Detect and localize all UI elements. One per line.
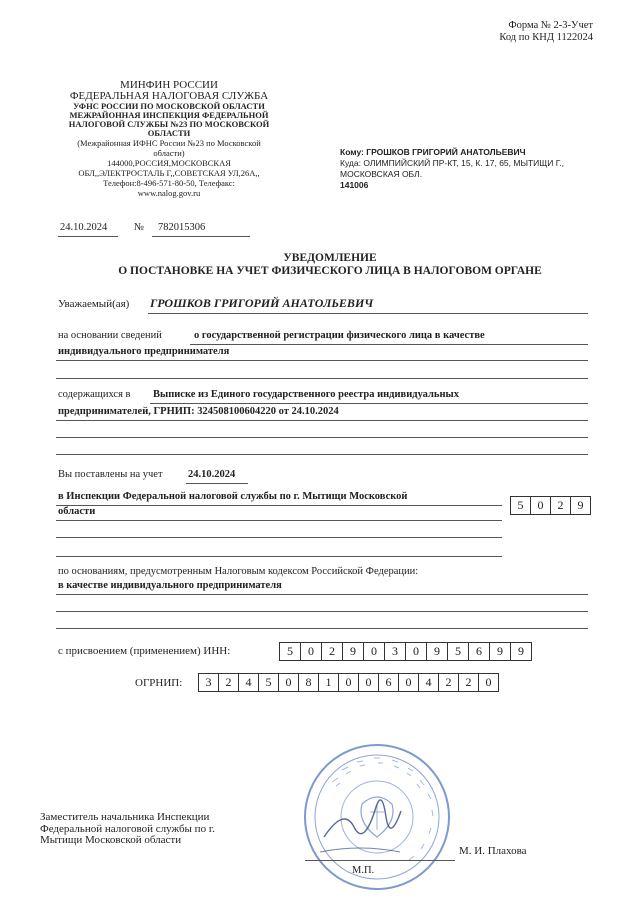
inn-digit: 5 xyxy=(279,642,301,661)
code-digit: 5 xyxy=(510,496,531,515)
inn-digit: 9 xyxy=(426,642,448,661)
signer-position-3: Мытищи Московской области xyxy=(40,834,182,846)
ogrnip-label: ОГРНИП: xyxy=(135,677,183,689)
ogrnip-digit: 1 xyxy=(318,673,339,692)
inn-digit: 3 xyxy=(384,642,406,661)
inn-label: с присвоением (применением) ИНН: xyxy=(58,645,231,657)
basis-value-2: индивидуального предпринимателя xyxy=(58,346,230,357)
contained-value-1: Выписке из Единого государственного реестра индивидуальных xyxy=(153,389,459,400)
code-digit: 0 xyxy=(530,496,551,515)
sender-ufns: УФНС РОССИИ ПО МОСКОВСКОЙ ОБЛАСТИ xyxy=(73,101,265,111)
recipient-to-label: Кому: xyxy=(340,147,364,157)
ogrnip-digit: 5 xyxy=(258,673,279,692)
contained-label: содержащихся в xyxy=(58,389,131,400)
doc-number-sign: № xyxy=(134,222,145,233)
registered-org-2: области xyxy=(58,506,96,517)
greeting-label: Уважаемый(ая) xyxy=(58,298,130,310)
registered-label: Вы поставлены на учет xyxy=(58,469,163,480)
signer-position-2: Федеральной налоговой службы по г. xyxy=(40,822,215,835)
greeting-name: ГРОШКОВ ГРИГОРИЙ АНАТОЛЬЕВИЧ xyxy=(150,296,374,310)
signer-name: М. И. Плахова xyxy=(459,845,527,857)
inn-digit: 2 xyxy=(321,642,343,661)
ogrnip-digit: 2 xyxy=(458,673,479,692)
knd-code: Код по КНД 1122024 xyxy=(499,32,593,43)
recipient-addr-label: Куда: xyxy=(340,158,361,168)
basis-value-1: о государственной регистрации физического лица в качестве xyxy=(194,330,485,341)
code-digit: 9 xyxy=(570,496,591,515)
sender-inspection-1: МЕЖРАЙОННАЯ ИНСПЕКЦИЯ ФЕДЕРАЛЬНОЙ xyxy=(69,110,269,120)
ogrnip-digit: 0 xyxy=(398,673,419,692)
form-number: Форма № 2-3-Учет xyxy=(508,20,593,31)
grounds-label: по основаниям, предусмотренным Налоговым кодексом Российской Федерации: xyxy=(58,566,419,577)
code-digit: 2 xyxy=(550,496,571,515)
ogrnip-digit: 2 xyxy=(438,673,459,692)
ogrnip-digit: 8 xyxy=(298,673,319,692)
recipient-block xyxy=(340,147,610,191)
registered-org-1: в Инспекции Федеральной налоговой службы по г. Мытищи Московской xyxy=(58,491,408,502)
inn-digit: 5 xyxy=(447,642,469,661)
inn-digit: 0 xyxy=(300,642,322,661)
doc-date: 24.10.2024 xyxy=(60,222,108,233)
ogrnip-digit: 0 xyxy=(338,673,359,692)
signer-position-1: Заместитель начальника Инспекции xyxy=(40,811,210,823)
registered-date: 24.10.2024 xyxy=(188,469,236,480)
ogrnip-digit: 4 xyxy=(418,673,439,692)
sender-phone: Телефон:8-496-571-80-50, Телефакс: xyxy=(103,178,235,188)
form-header xyxy=(499,20,593,44)
sender-inspection-3: ОБЛАСТИ xyxy=(147,128,191,138)
recipient-address-1: ОЛИМПИЙСКИЙ ПР-КТ, 15, К. 17, 65, МЫТИЩИ Г., xyxy=(363,158,565,168)
inn-boxes xyxy=(280,642,532,661)
title-line-2: О ПОСТАНОВКЕ НА УЧЕТ ФИЗИЧЕСКОГО ЛИЦА В НАЛОГОВОМ ОРГАНЕ xyxy=(118,265,542,277)
sender-service: ФЕДЕРАЛЬНАЯ НАЛОГОВАЯ СЛУЖБА xyxy=(69,90,269,102)
sender-short-2: области) xyxy=(153,148,185,158)
sender-ministry: МИНФИН РОССИИ xyxy=(120,79,218,91)
title-line-1: УВЕДОМЛЕНИЕ xyxy=(283,252,377,264)
contained-value-2: предпринимателей, ГРНИП: 324508100604220 от 24.10.2024 xyxy=(58,406,339,417)
ogrnip-digit: 4 xyxy=(238,673,259,692)
ogrnip-digit: 2 xyxy=(218,673,239,692)
inn-digit: 9 xyxy=(489,642,511,661)
ogrnip-digit: 3 xyxy=(198,673,219,692)
sender-address-1: 144000,РОССИЯ,МОСКОВСКАЯ xyxy=(107,158,231,168)
ogrnip-digit: 0 xyxy=(478,673,499,692)
ogrnip-digit: 0 xyxy=(358,673,379,692)
inspection-code-boxes xyxy=(511,496,591,515)
grounds-value: в качестве индивидуального предпринимателя xyxy=(58,580,282,591)
doc-number: 782015306 xyxy=(158,222,206,233)
sender-address-2: ОБЛ,,ЭЛЕКТРОСТАЛЬ Г,,СОВЕТСКАЯ УЛ,26А,, xyxy=(78,168,260,178)
recipient-zip: 141006 xyxy=(340,180,369,190)
inn-digit: 0 xyxy=(405,642,427,661)
inn-digit: 9 xyxy=(342,642,364,661)
recipient-name: ГРОШКОВ ГРИГОРИЙ АНАТОЛЬЕВИЧ xyxy=(366,147,526,157)
ogrnip-boxes xyxy=(199,673,499,692)
inn-digit: 6 xyxy=(468,642,490,661)
sender-short-1: (Межрайонная ИФНС России №23 по Московской xyxy=(77,138,261,148)
basis-label: на основании сведений xyxy=(58,330,162,341)
ogrnip-digit: 0 xyxy=(278,673,299,692)
stamp-place-label: М.П. xyxy=(352,865,375,876)
ogrnip-digit: 6 xyxy=(378,673,399,692)
recipient-address-2: МОСКОВСКАЯ ОБЛ. xyxy=(340,169,423,179)
sender-website: www.nalog.gov.ru xyxy=(137,188,201,198)
sender-inspection-2: НАЛОГОВОЙ СЛУЖБЫ №23 ПО МОСКОВСКОЙ xyxy=(68,119,270,129)
inn-digit: 9 xyxy=(510,642,532,661)
document-title xyxy=(40,252,620,278)
official-stamp xyxy=(302,742,452,892)
inn-digit: 0 xyxy=(363,642,385,661)
signer-position xyxy=(40,812,215,847)
sender-block xyxy=(38,80,300,198)
